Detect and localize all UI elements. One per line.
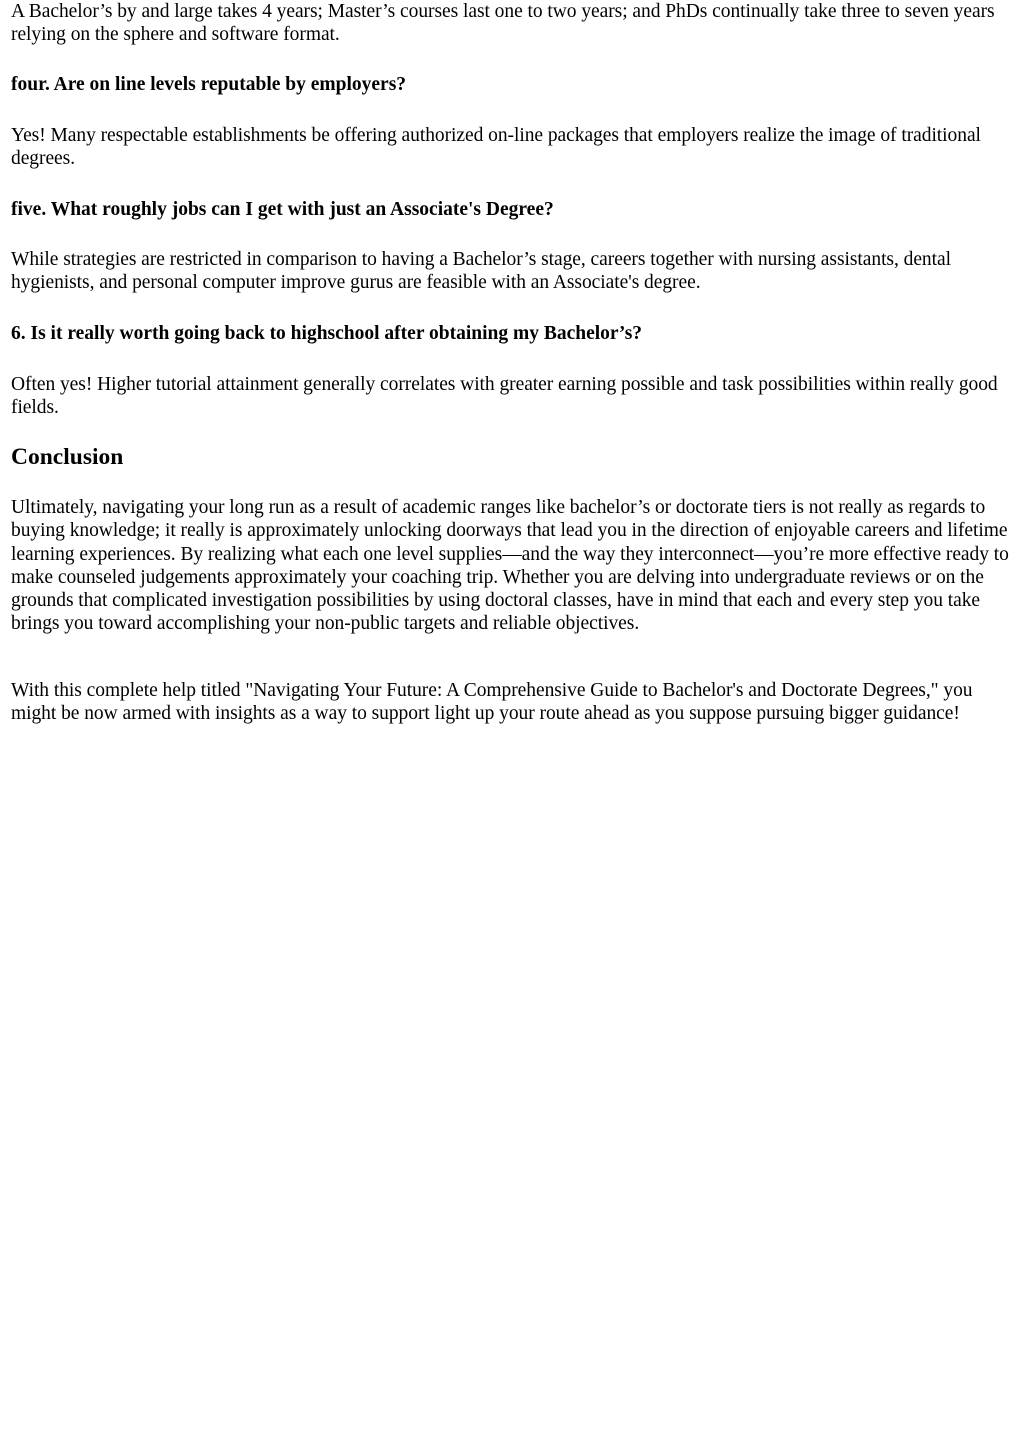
- faq-question-four: four. Are on line levels reputable by employers?: [11, 74, 407, 95]
- faq-answer-four: Yes! Many respectable establishments be offering authorized on-line packages that employers realize the image of traditional degrees.: [11, 125, 981, 170]
- faq-question-five: five. What roughly jobs can I get with just an Associate's Degree?: [11, 199, 554, 220]
- conclusion-heading: Conclusion: [11, 444, 124, 470]
- intro-paragraph: A Bachelor’s by and large takes 4 years; Master’s courses last one to two years; and PhDs continually take three to seven years relying on the sphere and software format.: [11, 1, 995, 46]
- faq-question-six: 6. Is it really worth going back to highschool after obtaining my Bachelor’s?: [11, 323, 643, 344]
- faq-answer-six: Often yes! Higher tutorial attainment generally correlates with greater earning possible and task possibilities within really good fields.: [11, 374, 998, 419]
- conclusion-paragraph: Ultimately, navigating your long run as a result of academic ranges like bachelor’s or doctorate tiers is not really as regards to buying knowledge; it really is approximately unlocking doorways that lead you in the direction of enjoyable careers and lifetime learning experiences. By realizing what each one level supplies—and the way they interconnect—you’re more effective ready to make counseled judgements approximately your coaching trip. Whether you are delving into undergraduate reviews or on the grounds that complicated investigation possibilities by using doctoral classes, have in mind that each and every step you take brings you toward accomplishing your non-public targets and reliable objectives.: [11, 497, 1009, 635]
- faq-answer-five: While strategies are restricted in comparison to having a Bachelor’s stage, careers together with nursing assistants, dental hygienists, and personal computer improve gurus are feasible with an Associate's degree.: [11, 249, 951, 294]
- closing-paragraph: With this complete help titled "Navigating Your Future: A Comprehensive Guide to Bachelor's and Doctorate Degrees," you might be now armed with insights as a way to support light up your route ahead as you suppose pursuing bigger guidance!: [11, 680, 973, 725]
